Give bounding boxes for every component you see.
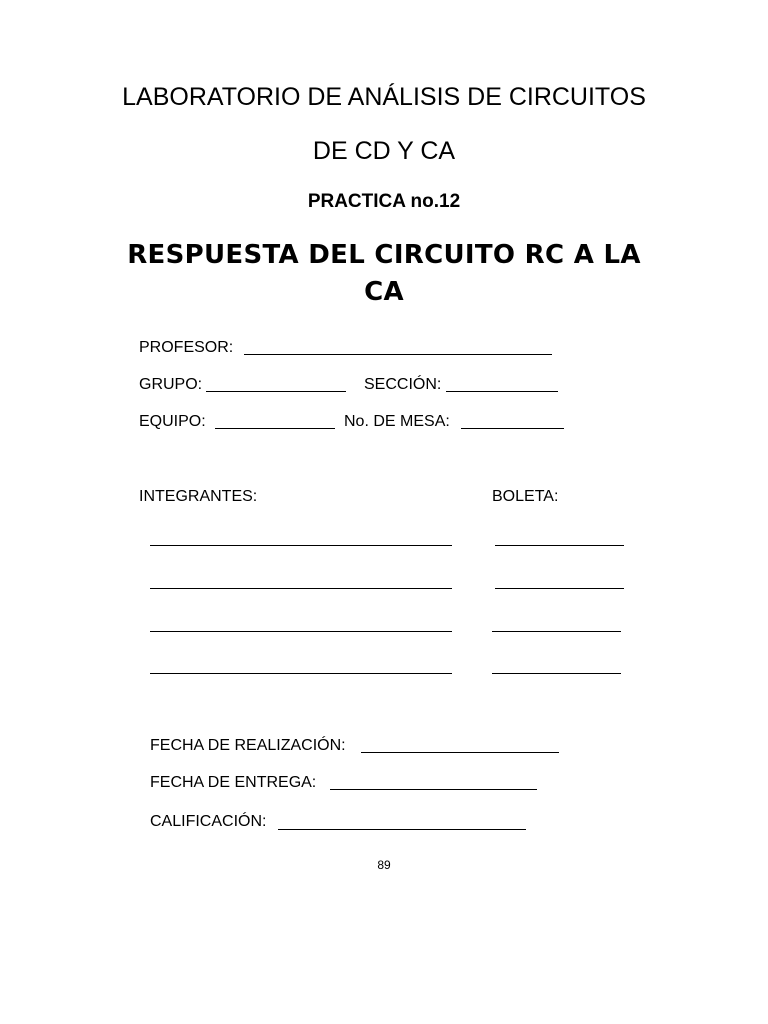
profesor-line[interactable] [244,354,552,355]
boleta-line-2[interactable] [495,588,624,589]
fecha-realizacion-label: FECHA DE REALIZACIÓN: [150,737,346,754]
integrante-line-4[interactable] [150,673,452,674]
calificacion-label: CALIFICACIÓN: [150,813,267,830]
integrante-line-1[interactable] [150,545,452,546]
fecha-realizacion-line[interactable] [361,752,559,753]
grupo-line[interactable] [206,391,346,392]
profesor-label: PROFESOR: [139,339,234,356]
mesa-label: No. DE MESA: [344,413,450,430]
practice-title-line2: CA [364,277,404,307]
mesa-line[interactable] [461,428,564,429]
lab-title-line2: DE CD Y CA [312,137,456,165]
boleta-line-3[interactable] [492,631,621,632]
fecha-entrega-line[interactable] [330,789,537,790]
boleta-line-1[interactable] [495,545,624,546]
grupo-label: GRUPO: [139,376,203,393]
page-number: 89 [377,858,391,872]
boleta-line-4[interactable] [492,673,621,674]
integrantes-label: INTEGRANTES: [139,488,258,505]
equipo-line[interactable] [215,428,335,429]
equipo-label: EQUIPO: [139,413,206,430]
seccion-line[interactable] [446,391,558,392]
calificacion-line[interactable] [278,829,526,830]
seccion-label: SECCIÓN: [364,376,442,393]
fecha-entrega-label: FECHA DE ENTREGA: [150,774,317,791]
integrante-line-2[interactable] [150,588,452,589]
practice-title-line1: RESPUESTA DEL CIRCUITO RC A LA [127,240,641,270]
practice-number: PRACTICA no.12 [307,191,461,212]
boleta-label: BOLETA: [492,488,559,505]
lab-title-line1: LABORATORIO DE ANÁLISIS DE CIRCUITOS [122,83,646,111]
integrante-line-3[interactable] [150,631,452,632]
